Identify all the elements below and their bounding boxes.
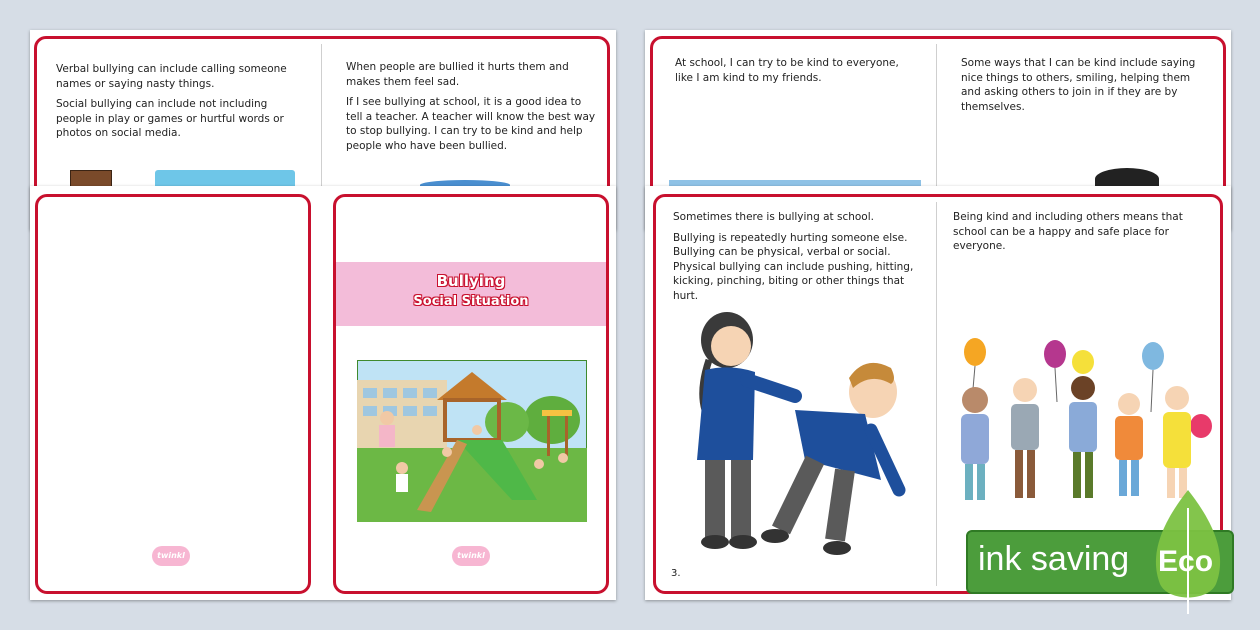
ink-saving-label: ink saving	[978, 540, 1130, 578]
verbal-bullying-text: Verbal bullying can include calling someone names or saying nasty things.	[56, 63, 287, 90]
social-bullying-text: Social bullying can include not including people in play or games or hurtful words or photos on social media.	[56, 98, 284, 139]
playground-illustration	[357, 360, 587, 522]
twinkl-logo-left: twinkl	[152, 546, 190, 566]
back-left-right-text	[346, 60, 596, 159]
page-number: 3.	[671, 568, 681, 579]
back-left-left-text	[56, 62, 306, 147]
back-right-left-text	[675, 56, 915, 91]
twinkl-logo-right: twinkl	[452, 546, 490, 566]
cover-subtitle: Social Situation	[413, 294, 529, 309]
sometimes-bullying-text: Sometimes there is bullying at school.	[673, 211, 874, 223]
kind-ways-text: Some ways that I can be kind include saying nice things to others, smiling, helping them and asking others to join in if they are by themselves.	[961, 57, 1196, 113]
kids-balloons-illustration	[945, 332, 1217, 512]
eco-label: Eco	[1158, 545, 1214, 578]
front-left-sheet	[30, 186, 616, 600]
cover-title-band	[336, 262, 606, 326]
front-right-divider	[936, 202, 937, 586]
back-right-right-text	[961, 56, 1201, 120]
front-left-back-cover	[35, 194, 311, 594]
front-right-left-text	[673, 210, 923, 309]
bullied-hurts-text: When people are bullied it hurts them and makes them feel sad.	[346, 61, 569, 88]
cover-title: Bullying	[436, 272, 506, 290]
being-kind-text: Being kind and including others means that school can be a happy and safe place for everyone.	[953, 211, 1183, 252]
kind-everyone-text: At school, I can try to be kind to everyone, like I am kind to my friends.	[675, 57, 899, 84]
pushing-illustration	[685, 310, 915, 560]
tell-teacher-text: If I see bullying at school, it is a good idea to tell a teacher. A teacher will know the best way to stop bullying. I can try to be kind and help people who have been bullied.	[346, 96, 596, 152]
bullying-definition-text: Bullying is repeatedly hurting someone else. Bullying can be physical, verbal or social. Physical bullying can include pushing, hitting, kicking, pinching, biting or other things that hurt.	[673, 231, 914, 302]
front-right-right-text	[953, 210, 1213, 260]
